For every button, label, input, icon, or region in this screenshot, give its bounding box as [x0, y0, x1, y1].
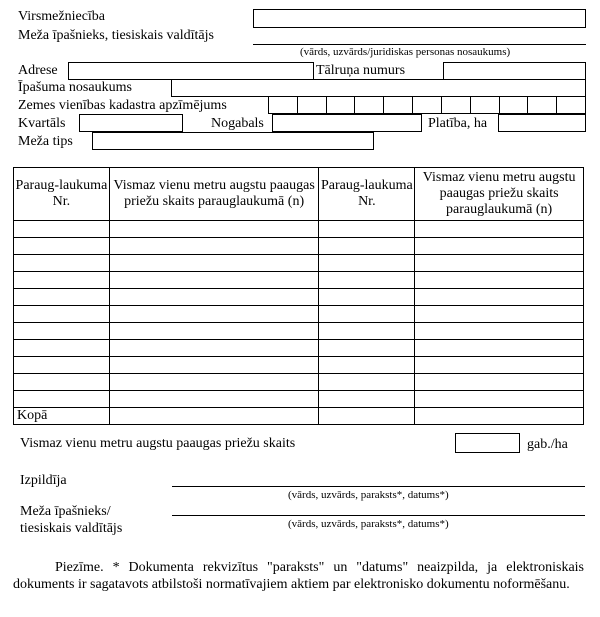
table-cell[interactable]: [14, 255, 110, 272]
table-cell[interactable]: [109, 408, 319, 425]
owner-field-line[interactable]: [253, 44, 586, 45]
executor-hint: (vārds, uzvārds, paraksts*, datums*): [288, 489, 449, 501]
property-label: Īpašuma nosaukums: [18, 80, 132, 95]
header-plot-number-1: Paraug-laukuma Nr.: [14, 168, 110, 221]
owner-signature-line[interactable]: [172, 515, 585, 516]
table-cell[interactable]: [319, 340, 415, 357]
table-cell[interactable]: [14, 238, 110, 255]
table-cell[interactable]: [14, 357, 110, 374]
cadastre-cell[interactable]: [297, 96, 327, 114]
table-cell[interactable]: [109, 255, 319, 272]
table-cell[interactable]: [14, 272, 110, 289]
table-cell[interactable]: [109, 238, 319, 255]
header-pine-count-1: Vismaz vienu metru augstu paaugas priežu skaits parauglaukumā (n): [109, 168, 319, 221]
owner-label: Meža īpašnieks, tiesiskais valdītājs: [18, 28, 214, 43]
table-total-row: [14, 408, 584, 425]
table-cell[interactable]: [319, 374, 415, 391]
table-cell[interactable]: [319, 408, 415, 425]
executor-signature-line[interactable]: [172, 486, 585, 487]
cadastre-cell[interactable]: [383, 96, 413, 114]
table-cell[interactable]: [415, 289, 584, 306]
summary-label: Vismaz vienu metru augstu paaugas priežu skaits: [20, 436, 296, 451]
table-cell[interactable]: [109, 221, 319, 238]
table-cell[interactable]: [415, 357, 584, 374]
table-cell[interactable]: [415, 306, 584, 323]
owner-signature-label-2: tiesiskais valdītājs: [20, 521, 123, 536]
total-label: Kopā: [14, 408, 110, 425]
table-row: [14, 357, 584, 374]
cadastre-cell[interactable]: [499, 96, 529, 114]
table-cell[interactable]: [109, 323, 319, 340]
table-cell[interactable]: [109, 272, 319, 289]
table-cell[interactable]: [415, 323, 584, 340]
executor-label: Izpildīja: [20, 473, 67, 488]
owner-signature-hint: (vārds, uzvārds, paraksts*, datums*): [288, 518, 449, 530]
cadastre-cell[interactable]: [470, 96, 500, 114]
table-cell[interactable]: [14, 289, 110, 306]
table-row: [14, 306, 584, 323]
table-cell[interactable]: [319, 238, 415, 255]
area-field[interactable]: [498, 114, 586, 132]
cadastre-cell[interactable]: [556, 96, 586, 114]
table-cell[interactable]: [109, 289, 319, 306]
cadastre-cell[interactable]: [268, 96, 298, 114]
phone-label: Tālruņa numurs: [316, 63, 406, 78]
summary-value-field[interactable]: [455, 433, 520, 453]
table-cell[interactable]: [319, 357, 415, 374]
table-cell[interactable]: [415, 374, 584, 391]
cadastre-cell[interactable]: [441, 96, 471, 114]
header-plot-number-2: Paraug-laukuma Nr.: [319, 168, 415, 221]
quarter-field[interactable]: [79, 114, 183, 132]
table-cell[interactable]: [109, 340, 319, 357]
cadastre-cell[interactable]: [326, 96, 356, 114]
table-cell[interactable]: [319, 289, 415, 306]
table-cell[interactable]: [415, 255, 584, 272]
table-cell[interactable]: [319, 323, 415, 340]
table-cell[interactable]: [319, 306, 415, 323]
table-cell[interactable]: [14, 391, 110, 408]
virsmezniecība-field[interactable]: [253, 9, 586, 28]
address-field[interactable]: [68, 62, 314, 80]
cadastre-cell[interactable]: [527, 96, 557, 114]
table-cell[interactable]: [14, 374, 110, 391]
table-cell[interactable]: [415, 340, 584, 357]
address-label: Adrese: [18, 63, 58, 78]
table-cell[interactable]: [14, 323, 110, 340]
cadastre-cell[interactable]: [412, 96, 442, 114]
sample-plot-table: [13, 167, 584, 425]
table-cell[interactable]: [415, 272, 584, 289]
table-cell[interactable]: [14, 306, 110, 323]
table-row: [14, 374, 584, 391]
table-cell[interactable]: [14, 340, 110, 357]
table-cell[interactable]: [109, 374, 319, 391]
table-row: [14, 221, 584, 238]
table-cell[interactable]: [319, 221, 415, 238]
table-cell[interactable]: [415, 221, 584, 238]
compartment-field[interactable]: [272, 114, 422, 132]
table-cell[interactable]: [415, 408, 584, 425]
property-field[interactable]: [171, 79, 586, 97]
summary-unit: gab./ha: [527, 437, 568, 452]
cadastre-cell[interactable]: [354, 96, 384, 114]
table-cell[interactable]: [109, 357, 319, 374]
forest-type-label: Meža tips: [18, 134, 73, 149]
phone-field[interactable]: [443, 62, 586, 80]
table-cell[interactable]: [319, 391, 415, 408]
header-pine-count-2: Vismaz vienu metru augstu paaugas priežu skaits parauglaukumā (n): [415, 168, 584, 221]
table-row: [14, 238, 584, 255]
table-cell[interactable]: [319, 272, 415, 289]
table-cell[interactable]: [109, 391, 319, 408]
area-label: Platība, ha: [428, 116, 488, 131]
table-row: [14, 391, 584, 408]
quarter-label: Kvartāls: [18, 116, 66, 131]
table-cell[interactable]: [109, 306, 319, 323]
table-cell[interactable]: [415, 391, 584, 408]
virsmezniecība-label: Virsmežniecība: [18, 9, 106, 24]
table-row: [14, 272, 584, 289]
forest-type-field[interactable]: [92, 132, 374, 150]
cadastre-label: Zemes vienības kadastra apzīmējums: [18, 98, 227, 113]
table-row: [14, 340, 584, 357]
table-header-row: [14, 168, 584, 221]
owner-hint: (vārds, uzvārds/juridiskas personas nosaukums): [300, 46, 511, 58]
table-row: [14, 255, 584, 272]
cadastre-cells[interactable]: [268, 96, 586, 114]
footnote: Piezīme. * Dokumenta rekvizītus "paraksts" un "datums" neaizpilda, ja elektroniskais dokuments ir sagatavots atbilstoši normatīvajiem aktiem par elektronisko dokumentu noformēšanu.: [13, 560, 584, 592]
owner-signature-label-1: Meža īpašnieks/: [20, 504, 111, 519]
table-row: [14, 289, 584, 306]
table-cell[interactable]: [319, 255, 415, 272]
table-cell[interactable]: [14, 221, 110, 238]
table-cell[interactable]: [415, 238, 584, 255]
compartment-label: Nogabals: [211, 116, 264, 131]
table-row: [14, 323, 584, 340]
